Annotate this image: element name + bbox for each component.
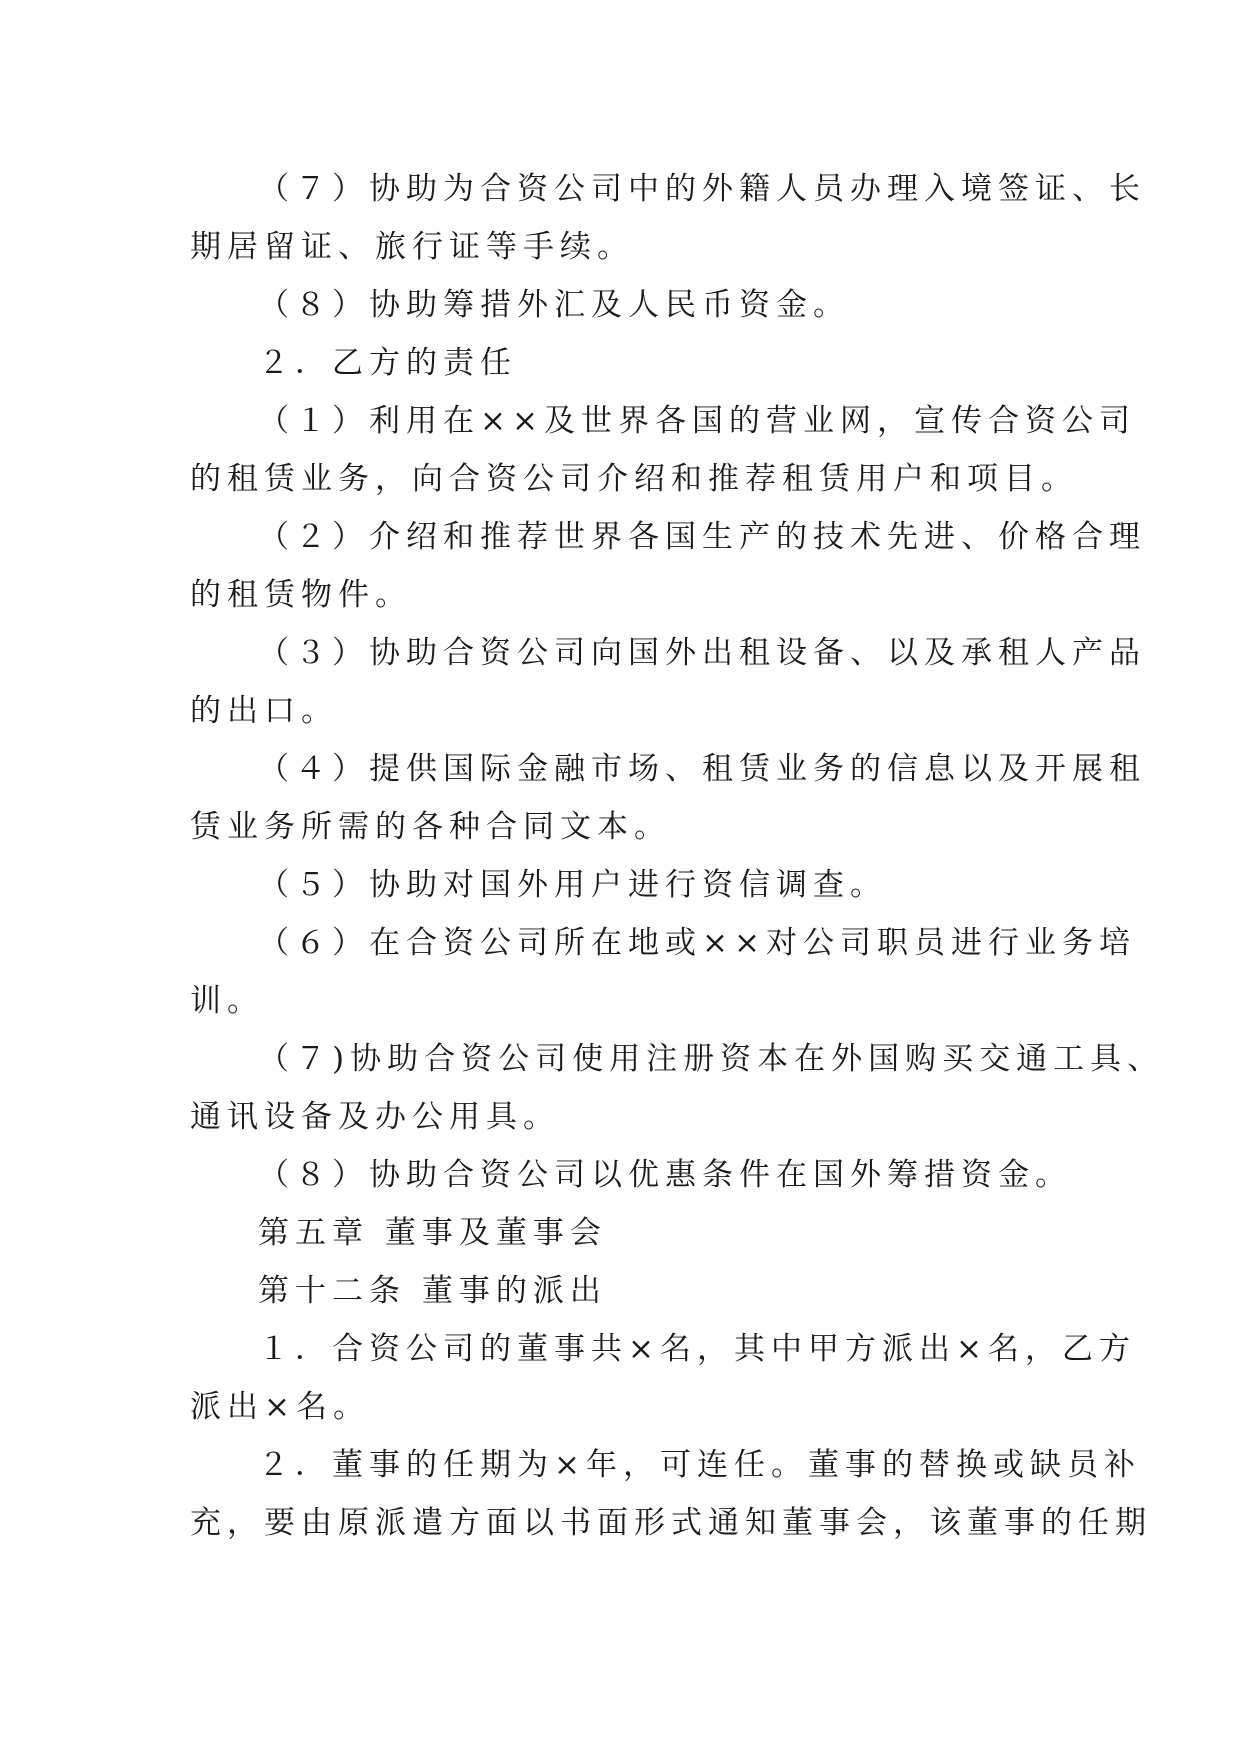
paragraph-line: 的租赁业务，向合资公司介绍和推荐租赁用户和项目。: [190, 461, 1078, 497]
paragraph-line: 充，要由原派遣方面以书面形式通知董事会，该董事的任期: [190, 1505, 1152, 1541]
paragraph-line: （７）协助为合资公司中的外籍人员办理入境签证、长: [258, 171, 1146, 207]
paragraph-line: 的出口。: [190, 693, 338, 729]
paragraph-line: （１）利用在××及世界各国的营业网，宣传合资公司: [258, 403, 1136, 439]
paragraph-line: １．合资公司的董事共×名，其中甲方派出×名，乙方: [258, 1331, 1136, 1367]
document-body: [190, 160, 1165, 1552]
paragraph-line: （４）提供国际金融市场、租赁业务的信息以及开展租: [258, 751, 1146, 787]
paragraph-line: 赁业务所需的各种合同文本。: [190, 809, 671, 845]
paragraph-line: 期居留证、旅行证等手续。: [190, 229, 634, 265]
chapter-heading: 第五章 董事及董事会: [258, 1215, 607, 1251]
paragraph-line: （６）在合资公司所在地或××对公司职员进行业务培: [258, 925, 1136, 961]
paragraph-line: （３）协助合资公司向国外出租设备、以及承租人产品: [258, 635, 1146, 671]
paragraph-line: 通讯设备及办公用具。: [190, 1099, 560, 1135]
paragraph-line: （８）协助筹措外汇及人民币资金。: [258, 287, 850, 323]
paragraph-line: （７)协助合资公司使用注册资本在外国购买交通工具、: [258, 1041, 1165, 1077]
paragraph-line: 的租赁物件。: [190, 577, 412, 613]
article-heading: 第十二条 董事的派出: [258, 1273, 607, 1309]
paragraph-line: （２）介绍和推荐世界各国生产的技术先进、价格合理: [258, 519, 1146, 555]
paragraph-line: 训。: [190, 983, 264, 1019]
paragraph-line: 派出×名。: [190, 1389, 370, 1425]
paragraph-line: （８）协助合资公司以优惠条件在国外筹措资金。: [258, 1157, 1072, 1193]
section-heading: ２．乙方的责任: [258, 345, 517, 381]
paragraph-line: （５）协助对国外用户进行资信调查。: [258, 867, 887, 903]
paragraph-line: ２．董事的任期为×年，可连任。董事的替换或缺员补: [258, 1447, 1141, 1483]
